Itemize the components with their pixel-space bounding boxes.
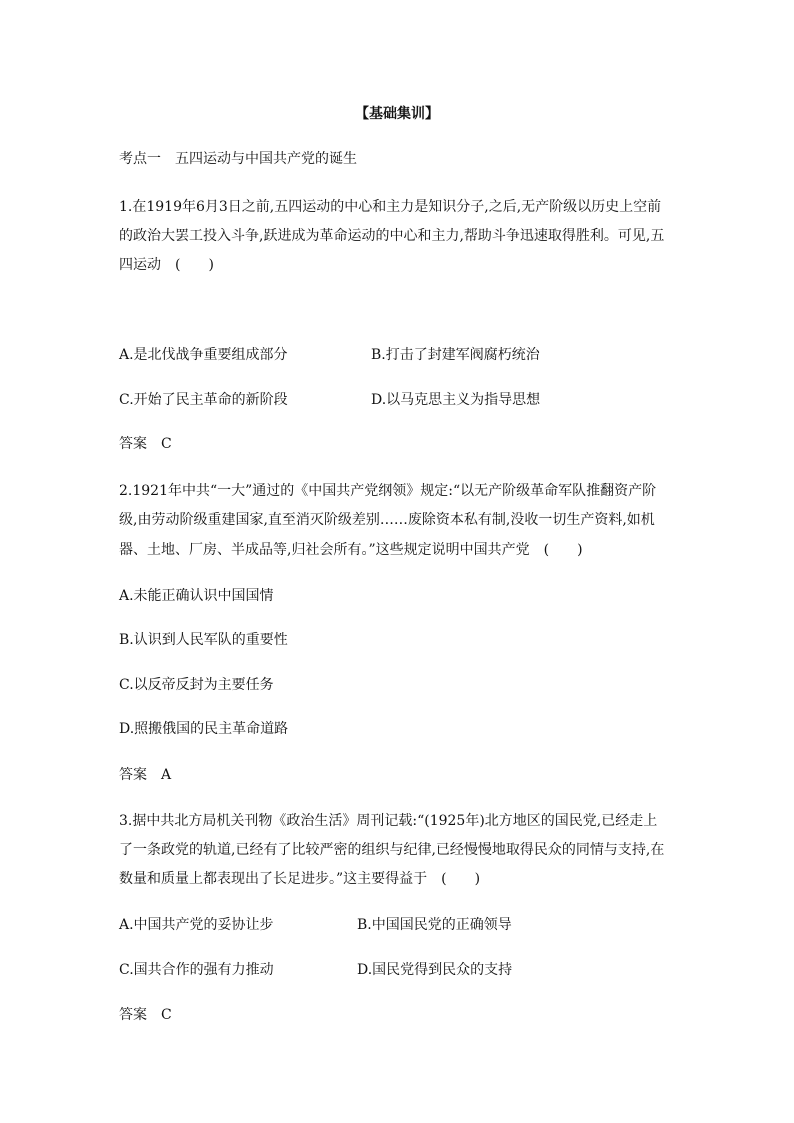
question-3-option-a: A.中国共产党的妥协让步 bbox=[119, 917, 274, 933]
question-1-stem-line-2: 的政治大罢工投入斗争,跃进成为革命运动的中心和主力,帮助斗争迅速取得胜利。可见,五 bbox=[119, 228, 665, 244]
question-3-answer: 答案 C bbox=[119, 1007, 172, 1023]
question-3-option-c: C.国共合作的强有力推动 bbox=[119, 962, 274, 978]
question-1-stem-line-3: 四运动 ( ) bbox=[119, 257, 214, 273]
question-2-stem-line-1: 2.1921年中共“一大”通过的《中国共产党纲领》规定:“以无产阶级革命军队推翻资产阶 bbox=[119, 483, 657, 499]
question-1-option-a: A.是北伐战争重要组成部分 bbox=[119, 347, 288, 363]
topic-heading: 考点一 五四运动与中国共产党的诞生 bbox=[119, 151, 357, 167]
question-2-option-b: B.认识到人民军队的重要性 bbox=[119, 632, 288, 648]
question-2-option-a: A.未能正确认识中国国情 bbox=[119, 588, 274, 604]
question-2-answer: 答案 A bbox=[119, 767, 172, 783]
question-3-stem-line-2: 了一条政党的轨道,已经有了比较严密的组织与纪律,已经慢慢地取得民众的同情与支持,在 bbox=[119, 842, 665, 858]
question-2-option-c: C.以反帝反封为主要任务 bbox=[119, 677, 274, 693]
question-1-option-b: B.打击了封建军阀腐朽统治 bbox=[371, 347, 540, 363]
question-2-option-d: D.照搬俄国的民主革命道路 bbox=[119, 721, 289, 737]
question-1-answer: 答案 C bbox=[119, 436, 172, 452]
question-3-option-d: D.国民党得到民众的支持 bbox=[357, 962, 513, 978]
question-3-stem-line-3: 数量和质量上都表现出了长足进步。”这主要得益于 ( ) bbox=[119, 871, 481, 887]
question-1-stem-line-1: 1.在1919年6月3日之前,五四运动的中心和主力是知识分子,之后,无产阶级以历史上空前 bbox=[119, 199, 662, 215]
question-3-option-b: B.中国国民党的正确领导 bbox=[357, 917, 512, 933]
question-3-stem-line-1: 3.据中共北方局机关刊物《政治生活》周刊记载:“(1925年)北方地区的国民党,已经走上 bbox=[119, 813, 658, 829]
question-2-stem-line-2: 级,由劳动阶级重建国家,直至消灭阶级差别……废除资本私有制,没收一切生产资料,如机 bbox=[119, 512, 655, 528]
section-title: 【基础集训】 bbox=[355, 106, 439, 122]
question-1-option-d: D.以马克思主义为指导思想 bbox=[371, 392, 541, 408]
question-2-stem-line-3: 器、土地、厂房、半成品等,归社会所有。”这些规定说明中国共产党 ( ) bbox=[119, 542, 583, 558]
question-1-option-c: C.开始了民主革命的新阶段 bbox=[119, 392, 288, 408]
